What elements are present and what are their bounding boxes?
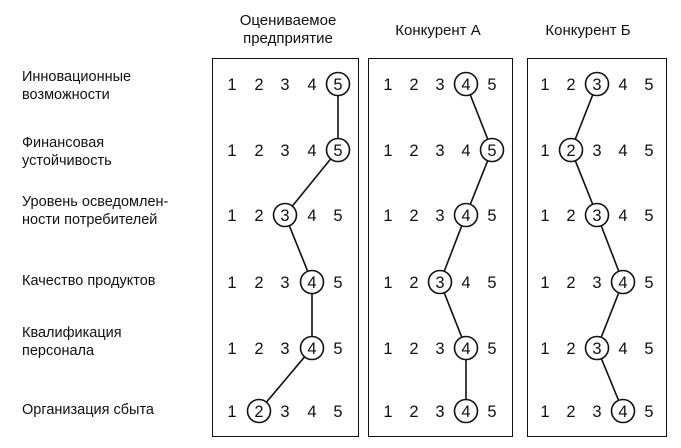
scale-number: 1 [383, 142, 393, 160]
profile-line-enterprise [266, 357, 304, 402]
profile-line-competitor-a [470, 95, 488, 140]
row-label-line1: Квалификация [22, 325, 122, 341]
scale-number: 2 [566, 142, 576, 160]
scale-number: 3 [280, 340, 290, 358]
row-label-line2: возможности [22, 87, 110, 103]
scale-number: 5 [644, 142, 654, 160]
scale-number: 4 [307, 142, 317, 160]
scale-number: 2 [409, 142, 419, 160]
row-label-line1: Инновационные [22, 69, 132, 85]
scale-number: 2 [254, 340, 264, 358]
profile-line-competitor-b [575, 95, 593, 140]
scale-number: 3 [592, 207, 602, 225]
scale-number: 1 [227, 76, 237, 94]
scale-number: 1 [383, 274, 393, 292]
column-header-line1: Оцениваемое [239, 12, 337, 29]
profile-line-competitor-a [444, 226, 462, 272]
scale-number: 5 [644, 340, 654, 358]
scale-number: 4 [461, 142, 471, 160]
scale-number: 4 [461, 76, 471, 94]
scale-number: 2 [409, 274, 419, 292]
scale-number: 1 [227, 403, 237, 421]
scale-number: 4 [618, 207, 628, 225]
row-label-line1: Уровень осведомлен- [22, 194, 169, 210]
scale-number: 2 [409, 340, 419, 358]
scale-number: 3 [435, 207, 445, 225]
scale-number: 1 [540, 76, 550, 94]
scale-number: 1 [540, 274, 550, 292]
scale-number: 2 [566, 340, 576, 358]
column-header-line1: Конкурент Б [545, 22, 631, 39]
scale-number: 1 [540, 403, 550, 421]
scale-number: 4 [461, 274, 471, 292]
scale-number: 4 [618, 403, 628, 421]
profile-line-competitor-b [601, 226, 619, 272]
row-label-line1: Организация сбыта [22, 402, 155, 418]
scale-number: 2 [254, 142, 264, 160]
scale-number: 2 [254, 274, 264, 292]
scale-number: 5 [333, 274, 343, 292]
scale-number: 4 [307, 207, 317, 225]
scale-number: 1 [383, 207, 393, 225]
scale-number: 5 [644, 274, 654, 292]
scale-number: 3 [280, 207, 290, 225]
scale-number: 5 [644, 76, 654, 94]
scale-number: 3 [592, 403, 602, 421]
scale-number: 3 [280, 403, 290, 421]
scale-number: 3 [280, 274, 290, 292]
scale-number: 5 [487, 142, 497, 160]
scale-number: 5 [644, 207, 654, 225]
scale-number: 5 [333, 403, 343, 421]
scale-number: 3 [435, 274, 445, 292]
scale-number: 2 [566, 207, 576, 225]
scale-number: 2 [566, 403, 576, 421]
scale-number: 1 [227, 207, 237, 225]
scale-number: 5 [644, 403, 654, 421]
scale-number: 4 [618, 142, 628, 160]
scale-number: 2 [254, 76, 264, 94]
scale-number: 5 [333, 207, 343, 225]
scale-number: 2 [566, 274, 576, 292]
scale-number: 4 [461, 207, 471, 225]
scale-number: 2 [409, 403, 419, 421]
scale-number: 4 [618, 274, 628, 292]
row-label-line1: Качество продуктов [22, 273, 156, 289]
scale-number: 2 [409, 76, 419, 94]
scale-number: 4 [461, 403, 471, 421]
row-label-line1: Финансовая [22, 135, 105, 151]
scale-number: 1 [540, 340, 550, 358]
scale-number: 1 [383, 340, 393, 358]
scale-number: 3 [435, 76, 445, 94]
scale-number: 4 [307, 76, 317, 94]
row-label-line2: персонала [22, 343, 95, 359]
scale-number: 3 [435, 142, 445, 160]
scale-number: 1 [383, 76, 393, 94]
scale-number: 5 [333, 142, 343, 160]
profile-line-competitor-a [470, 161, 487, 205]
scale-number: 3 [280, 142, 290, 160]
scale-number: 2 [254, 403, 264, 421]
profile-line-competitor-a [444, 293, 462, 338]
profile-line-enterprise [292, 159, 330, 206]
scale-number: 5 [487, 403, 497, 421]
scale-number: 5 [487, 340, 497, 358]
scale-number: 1 [227, 274, 237, 292]
scale-number: 3 [435, 403, 445, 421]
scale-number: 1 [227, 142, 237, 160]
scale-number: 3 [592, 340, 602, 358]
scale-number: 5 [487, 274, 497, 292]
scale-number: 4 [618, 76, 628, 94]
scale-number: 5 [487, 76, 497, 94]
profile-line-competitor-b [601, 359, 618, 401]
scale-number: 2 [409, 207, 419, 225]
scale-number: 4 [307, 340, 317, 358]
profile-line-competitor-b [575, 161, 592, 205]
scale-number: 4 [461, 340, 471, 358]
scale-number: 5 [333, 76, 343, 94]
scale-number: 5 [333, 340, 343, 358]
scale-number: 1 [227, 340, 237, 358]
scale-number: 1 [540, 142, 550, 160]
scale-number: 3 [592, 76, 602, 94]
scale-number: 4 [307, 403, 317, 421]
column-header-line2: предприятие [243, 30, 333, 47]
row-label-line2: ности потребителей [22, 212, 158, 228]
column-header-line1: Конкурент А [395, 22, 481, 39]
scale-number: 1 [383, 403, 393, 421]
profile-line-enterprise [289, 226, 307, 272]
scale-number: 5 [487, 207, 497, 225]
scale-number: 3 [592, 274, 602, 292]
scale-number: 4 [307, 274, 317, 292]
scale-number: 3 [435, 340, 445, 358]
scale-number: 3 [592, 142, 602, 160]
scale-number: 2 [254, 207, 264, 225]
scale-number: 4 [618, 340, 628, 358]
row-label-line2: устойчивость [22, 153, 112, 169]
scale-number: 3 [280, 76, 290, 94]
scale-number: 2 [566, 76, 576, 94]
profile-line-competitor-b [601, 293, 619, 338]
scale-number: 1 [540, 207, 550, 225]
